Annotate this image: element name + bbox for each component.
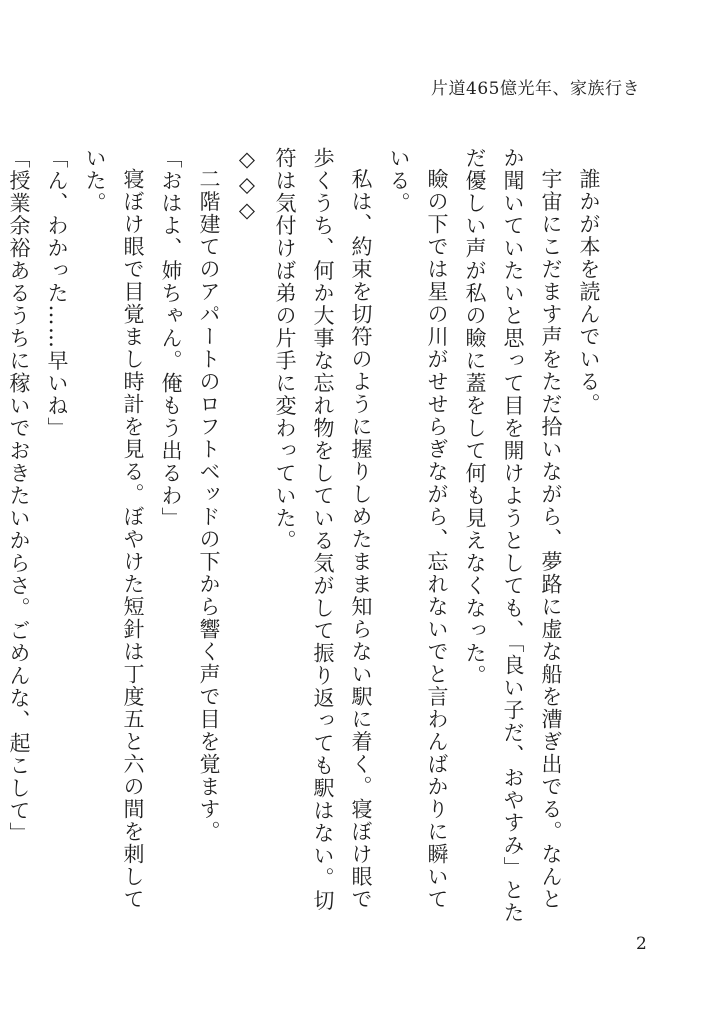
paragraph-1: 誰かが本を読んでいる。 [577, 168, 601, 416]
paragraph-5: 二階建てのアパートのロフトベッドの下から響く声で目を覚ます。 [197, 168, 221, 843]
paragraph-2: 宇宙にこだます声をただ拾いながら、夢路に虚な船を漕ぎ出でる。なんとか聞いていたいと思って目を開けようとしても、「良い子だ、おやすみ」とただ優しい声が私の瞼に蓋をして何も見えなくなった。 [463, 147, 563, 924]
paragraph-6: 寝ぼけ眼で目覚まし時計を見る。ぼやけた短針は丁度五と六の間を刺していた。 [83, 147, 145, 911]
paragraph-4: 私は、約束を切符のように握りしめたまま知らない駅に着く。寝ぼけ眼で歩くうち、何か大事な忘れ物をしている気がして振り返っても駅はない。切符は気付けば弟の片手に変わっていた。 [273, 147, 373, 912]
page-number: 2 [636, 934, 647, 954]
paragraph-3: 瞼の下では星の川がせせらぎながら、忘れないでと言わんばかりに瞬いている。 [387, 147, 449, 911]
vertical-body-text [7, 147, 608, 927]
section-break: ◇◇◇ [235, 147, 259, 224]
dialogue-3: 「授業余裕あるうちに稼いでおきたいからさ。ごめんな、起こして」 [7, 147, 31, 845]
dialogue-2: 「ん、わかった……早いね」 [45, 147, 69, 440]
running-head-title: 片道465億光年、家族行き [431, 79, 640, 99]
dialogue-1: 「おはよ、姉ちゃん。俺もう出るわ」 [159, 147, 183, 530]
